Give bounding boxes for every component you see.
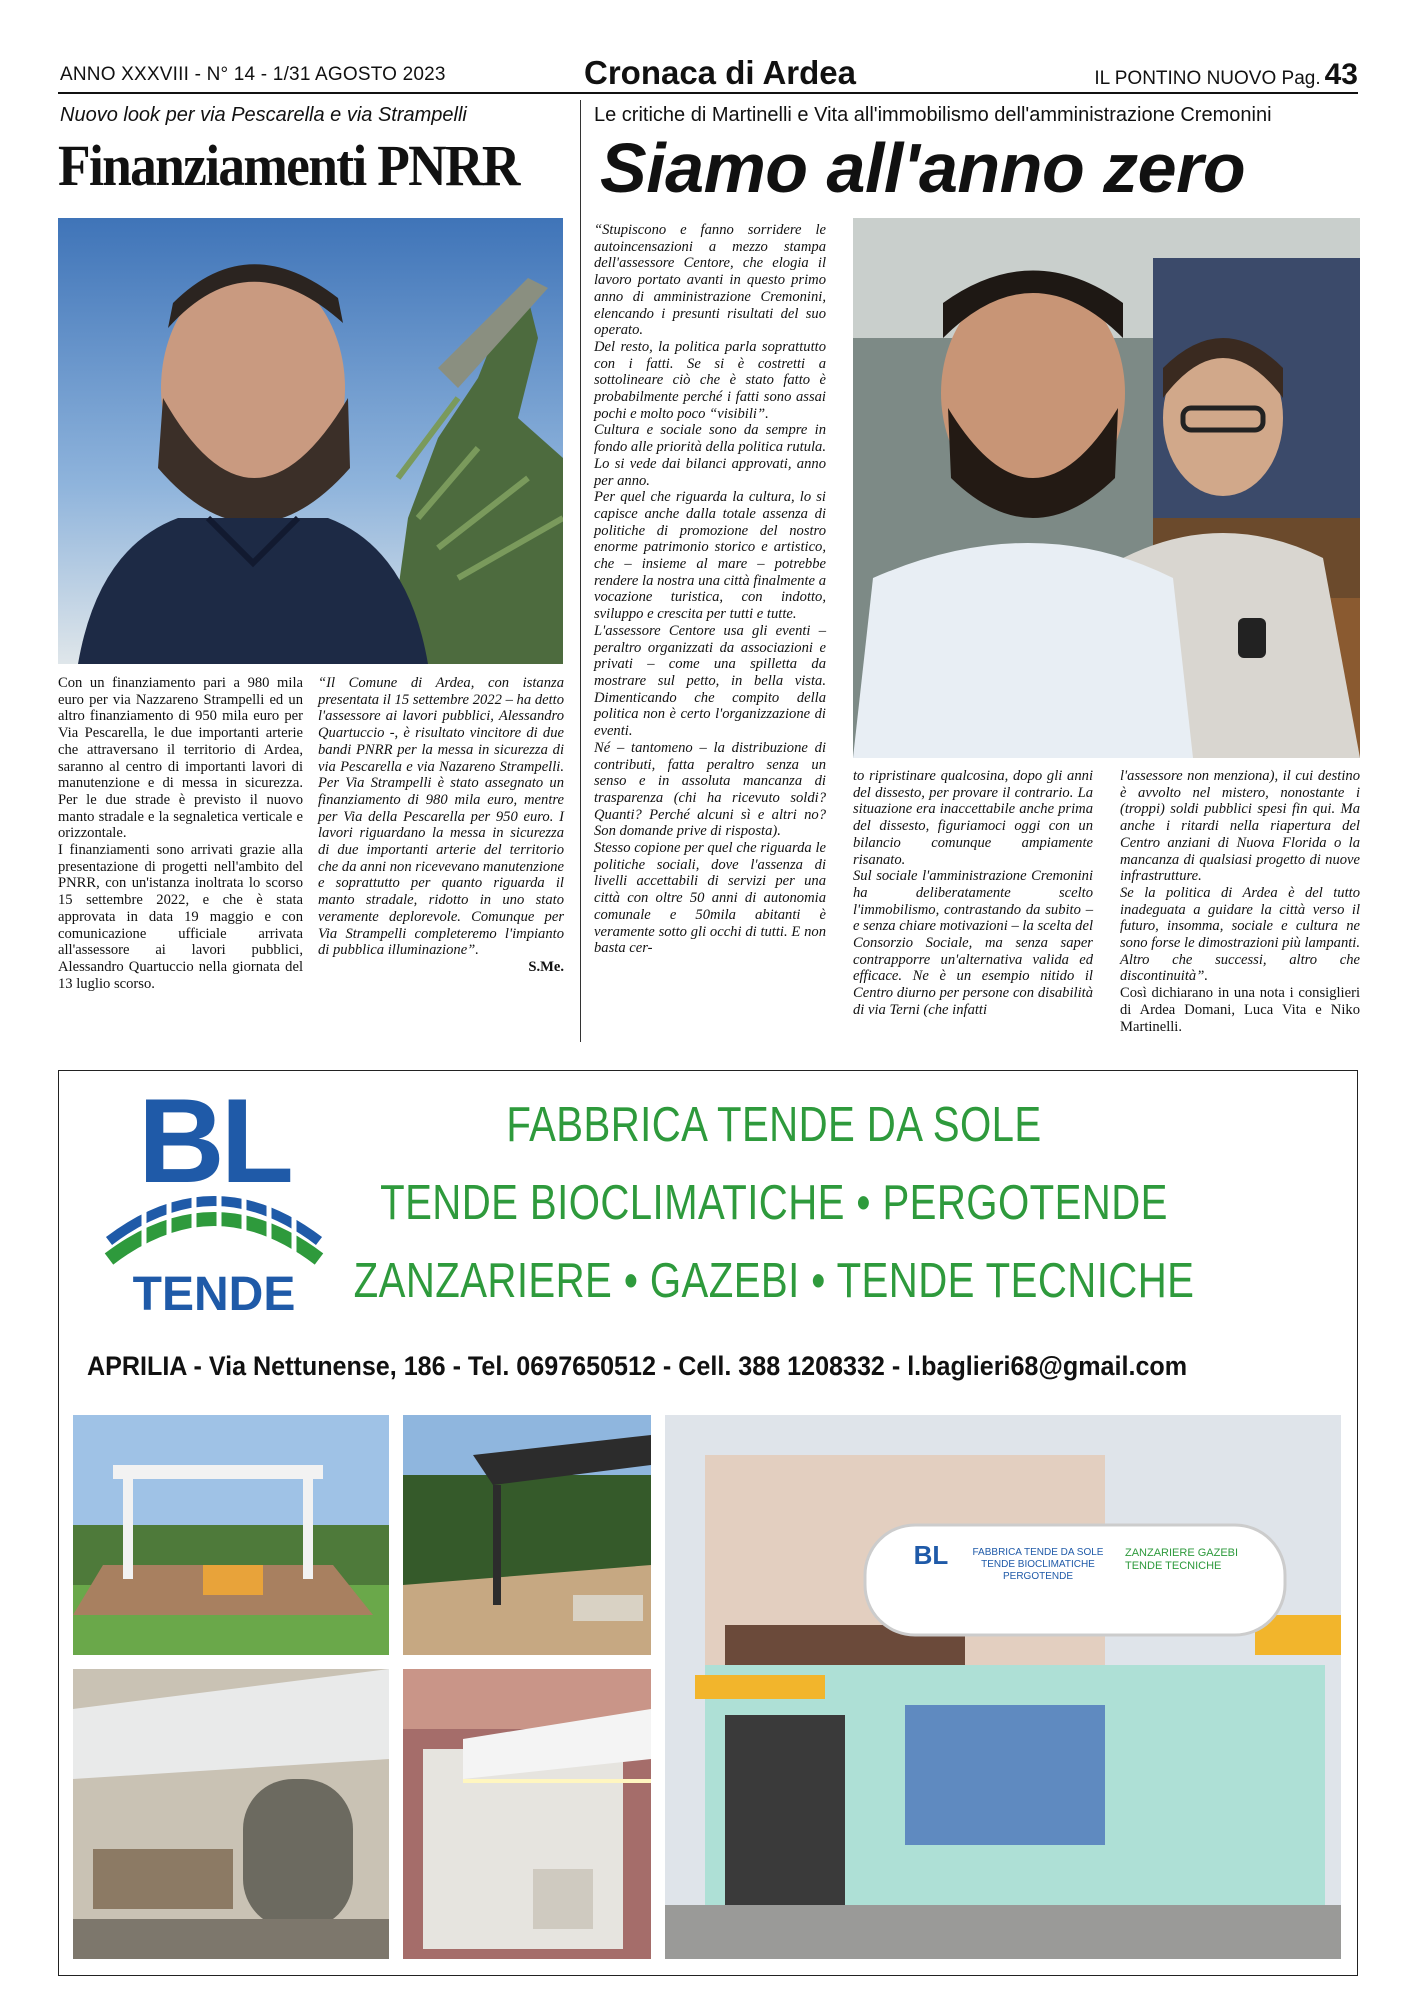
paragraph: “Il Comune di Ardea, con istanza presentata il 15 settembre 2022 – ha detto l'assessore ai lavori pubblici, Alessandro Quartuccio -, è risultato vincitore di due bandi PNRR per la messa in sicurezza di via Pescarella e via Nazareno Strampelli. Per Via Strampelli è stato assegnato un finanziamento di 980 mila euro, mentre per Via della Pescarella per 950 euro. I lavori riguardano la messa in sicurezza di due importanti arterie del territorio che da anni non ricevevano manutenzione e soprattutto per quanto riguarda il manto stradale, ridotto in uno stato veramente deplorevole. Comunque per Via Strampelli completeremo l'impianto di pubblica illuminazione”. xyxy=(318,675,564,959)
pergola-photo-2 xyxy=(403,1415,651,1655)
section-title: Cronaca di Ardea xyxy=(583,54,857,91)
bl-logo-letters: BL xyxy=(138,1074,290,1208)
awning-photo-4 xyxy=(403,1669,651,1959)
paragraph: Sul sociale l'amministrazione Cremonini ha deliberatamente scelto l'immobilismo, contrastando da subito – e senza chiare motivazioni – la scelta del Consorzio Sociale, ma senza saper contrapporre un'alternativa valida ed efficace. Ne è un esempio nitido il Centro diurno per persone con disabilità di via Terni (che infatti xyxy=(853,868,1093,1018)
sign-right-text: ZANZARIERE GAZEBI TENDE TECNICHE xyxy=(1125,1547,1239,1572)
ad-line-2: TENDE BIOCLIMATICHE • PERGOTENDE xyxy=(380,1176,1168,1230)
right-article-col3 xyxy=(1120,768,1360,1035)
ad-line-1: FABBRICA TENDE DA SOLE xyxy=(506,1098,1042,1152)
councillors-photo xyxy=(853,218,1360,758)
paragraph: Né – tantomeno – la distribuzione di contributi, fatta peraltro senza un senso e in assoluta mancanza di trasparenza (chi ha ricevuto soldi? Quanti? Perché alcuni sì e altri no? Son domande prive di risposta). xyxy=(594,739,826,840)
ad-contact-line: APRILIA - Via Nettunense, 186 - Tel. 0697650512 - Cell. 388 1208332 - l.baglieri68@gmail.com xyxy=(87,1351,1188,1381)
paragraph: Del resto, la politica parla soprattutto con i fatti. Se si è costretti a sottolineare ciò che è stato fatto è probabilmente perché i fatti sono assai pochi e molto poco “visibili”. xyxy=(594,338,826,422)
page-number: 43 xyxy=(1324,58,1358,91)
right-article-title: Siamo all'anno zero xyxy=(600,129,1246,207)
paragraph: l'assessore non menziona), il cui destino è avvolto nel mistero, nonostante i (troppi) soldi pubblici spesi fin qui. Ma anche i ritardi nella riapertura del Centro anziani di Nuova Florida o la mancanza di qualsiasi progetto di nuove infrastrutture. xyxy=(1120,768,1360,885)
awning-photo-3 xyxy=(73,1669,389,1959)
paragraph: Stesso copione per quel che riguarda le politiche sociali, dove l'assenza di livelli accettabili di servizi per una città con oltre 50 anni di autonomia comunale e 50mila abitanti è veramente sotto gli occhi di tutti. E non basta cer- xyxy=(594,840,826,957)
issue-info: ANNO XXXVIII - N° 14 - 1/31 AGOSTO 2023 xyxy=(60,64,446,85)
paragraph: Se la politica di Ardea è del tutto inadeguata a guidare la città verso il futuro, insomma, sociale e cultura ne sono forse le dimostrazioni più lampanti. Altro che successi, altro che discontinuità”. xyxy=(1120,884,1360,985)
shop-building-photo xyxy=(665,1415,1341,1959)
left-article-col1 xyxy=(58,675,303,992)
paragraph: Cultura e sociale sono da sempre in fondo alle priorità della politica rutula. Lo si vede dai bilanci approvati, anno per anno. xyxy=(594,422,826,489)
pergola-photo-1 xyxy=(73,1415,389,1655)
advertisement xyxy=(58,1070,1358,1976)
left-article-col2 xyxy=(318,675,564,976)
right-article-col1 xyxy=(594,222,826,957)
sign-logo-letters: BL xyxy=(913,1540,949,1570)
paragraph: I finanziamenti sono arrivati grazie alla presentazione di progetti nell'ambito del PNRR, con un'istanza inoltrata lo scorso 15 settembre 2022, e che è stata approvata in data 19 maggio e con comunicazione ufficiale arrivata all'assessore ai lavori pubblici, Alessandro Quartuccio nella giornata del 13 luglio scorso. xyxy=(58,842,303,992)
paragraph: to ripristinare qualcosina, dopo gli anni del dissesto, per provare il contrario. La situazione era inaccettabile anche prima del dissesto, figuriamoci oggi con un bilancio comunque ampiamente risanato. xyxy=(853,768,1093,868)
paper-label: IL PONTINO NUOVO Pag. xyxy=(1094,68,1321,89)
ad-line-3: ZANZARIERE • GAZEBI • TENDE TECNICHE xyxy=(353,1254,1195,1308)
header-rule xyxy=(58,92,1358,94)
sign-left-text: FABBRICA TENDE DA SOLE TENDE BIOCLIMATICHE PERGOTENDE xyxy=(972,1547,1104,1582)
right-article-kicker: Le critiche di Martinelli e Vita all'immobilismo dell'amministrazione Cremonini xyxy=(594,104,1272,126)
left-article-title: Finanziamenti PNRR xyxy=(58,133,519,198)
paragraph: L'assessore Centore usa gli eventi – peraltro organizzati da associazioni e privati – come una spilletta da mostrare sul petto, in bella vista. Dimenticando che compito della politica non è certo l'organizzazione di eventi. xyxy=(594,622,826,740)
paper-name xyxy=(1094,58,1358,92)
article-signature: S.Me. xyxy=(528,958,564,975)
column-separator xyxy=(580,100,581,1042)
paragraph: Con un finanziamento pari a 980 mila euro per via Nazzareno Strampelli ed un altro finanziamento di 950 mila euro per Via Pescarella, le due importanti arterie che attraversano il territorio di Ardea, saranno al centro di importanti lavori di manutenzione e di messa in sicurezza. Per le due strade è previsto il nuovo manto stradale e la segnaletica verticale e orizzontale. xyxy=(58,675,303,842)
closing-paragraph: Così dichiarano in una nota i consiglieri di Ardea Domani, Luca Vita e Niko Martinelli. xyxy=(1120,985,1360,1035)
left-article-kicker: Nuovo look per via Pescarella e via Strampelli xyxy=(60,104,467,126)
paragraph: Per quel che riguarda la cultura, lo si capisce anche dalla totale assenza di politiche di promozione del nostro enorme patrimonio storico e artistico, che – insieme al mare – potrebbe rendere la nostra una città finalmente a vocazione turistica, con indotto, sviluppo e crescita per tutti e tutte. xyxy=(594,489,826,623)
paragraph: “Stupiscono e fanno sorridere le autoincensazioni a mezzo stampa dell'assessore Centore, che elogia il lavoro portato avanti in questo primo anno di amministrazione Cremonini, elencando i presunti risultati del suo operato. xyxy=(594,222,826,339)
right-article-col2 xyxy=(853,768,1093,1019)
bl-logo-word: TENDE xyxy=(132,1268,296,1321)
portrait-photo xyxy=(58,218,563,664)
